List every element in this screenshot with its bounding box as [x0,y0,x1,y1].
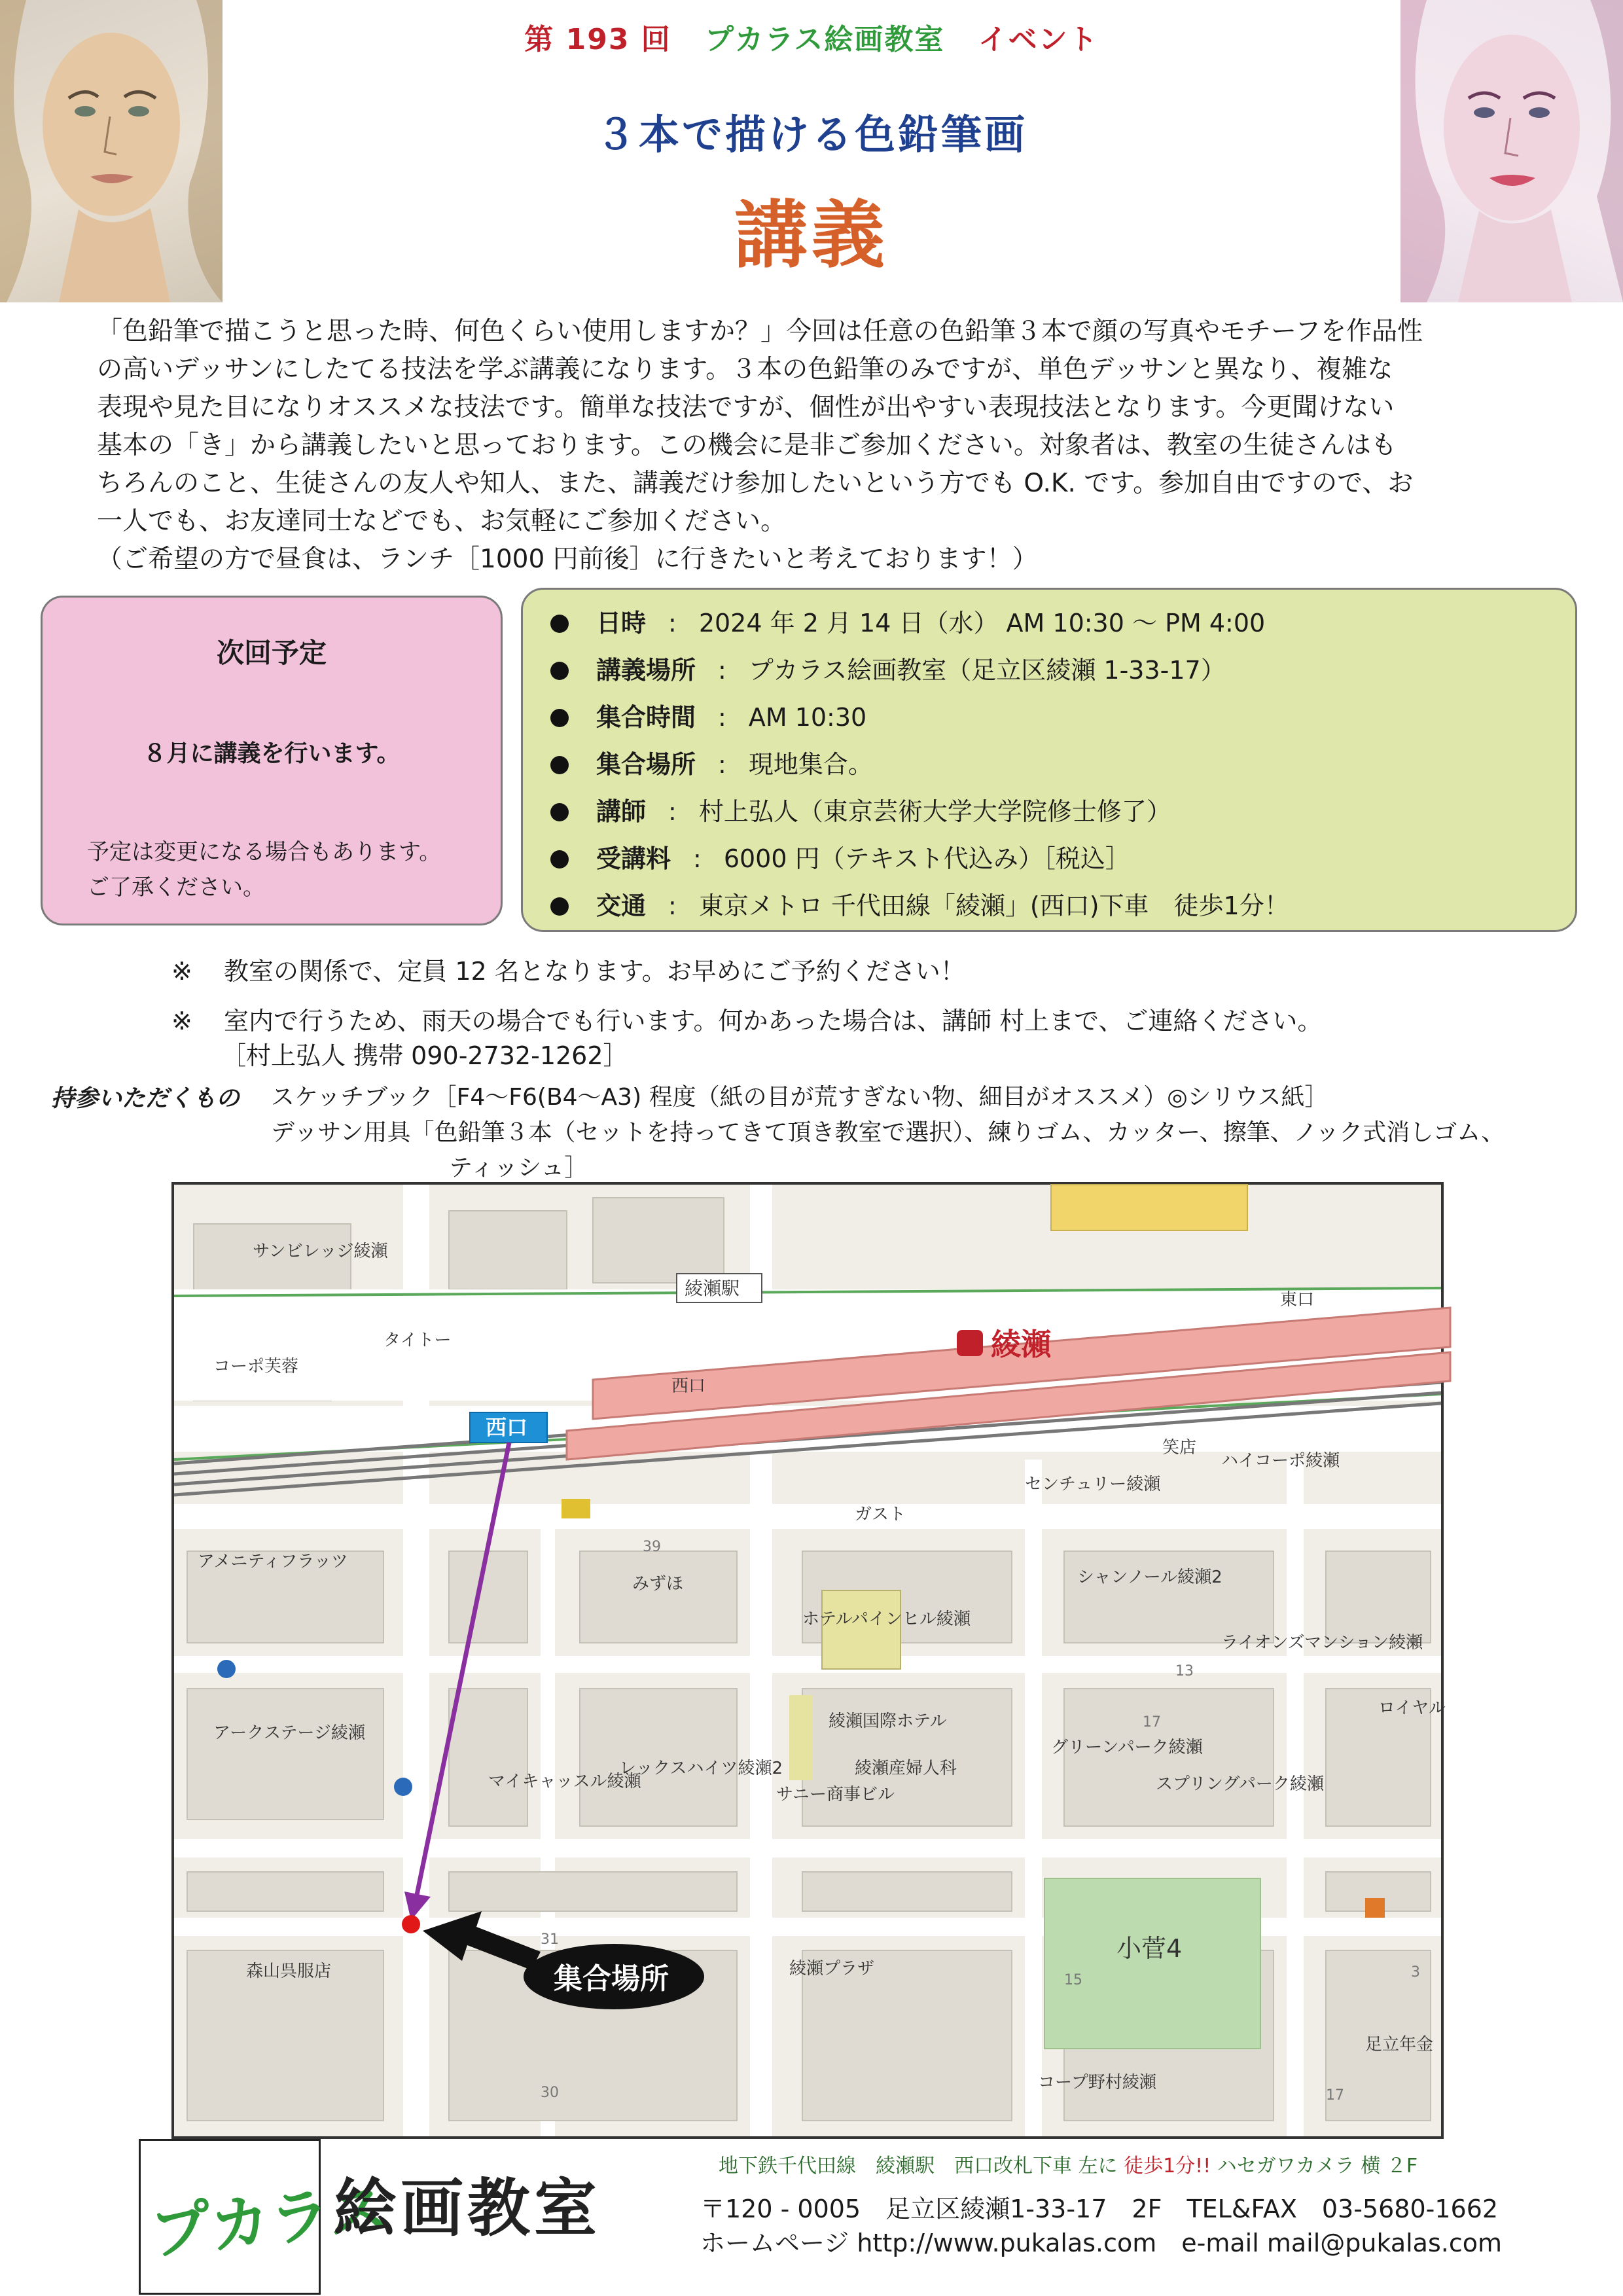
detail-label: 講義場所 [596,656,696,685]
detail-row-fee: 受講料 : 6000 円（テキスト代込み）［税込］ [550,838,1130,878]
event-title: 講義 [734,193,889,278]
detail-value: AM 10:30 [748,703,867,732]
map-block-number: 30 [541,2085,559,2101]
map-place: スプリングパーク綾瀬 [1156,1774,1324,1794]
bring-line: ティッシュ］ [449,1155,588,1181]
detail-label: 講師 [596,797,647,826]
map-place: ロイヤル [1378,1698,1446,1718]
footer-access: 地下鉄千代田線 綾瀬駅 西口改札下車 左に 徒歩1分!! ハセガワカメラ 横 ２F [719,2155,1418,2178]
footer-homepage[interactable]: ホームページ http://www.pukalas.com e-mail mail@pukalas.com [700,2229,1502,2257]
intro-line: （ご希望の方で昼食は、ランチ［1000 円前後］に行きたいと考えております！） [97,545,1038,574]
map-block-number: 17 [1143,1714,1161,1731]
map-label-platform-west: 西口 [671,1376,706,1396]
map-place: 森山呉服店 [246,1962,332,1981]
footer-title: 絵画教室 [334,2172,601,2245]
map-label-platform-east: 東口 [1280,1290,1315,1310]
detail-value: プカラス絵画教室（足立区綾瀬 1-33-17） [748,656,1226,685]
intro-line: ちろんのこと、生徒さんの友人や知人、また、講義だけ参加したいという方でも O.K. です。参加自由ですので、お [97,469,1414,498]
detail-row-transport: 交通 : 東京メトロ 千代田線「綾瀬」(西口)下車 徒歩1分！ [550,886,1289,925]
map-place: サニー商事ビル [776,1785,895,1804]
parking-icon [394,1778,412,1796]
detail-row-venue: 講義場所 : プカラス絵画教室（足立区綾瀬 1-33-17） [550,650,1226,689]
event-number: 第 193 回 [524,23,671,56]
map-place: マイキャッスル綾瀬 [488,1772,641,1791]
map-place: コーポ芙蓉 [213,1357,299,1376]
map-place: 綾瀬プラザ [789,1959,875,1979]
bring-line: デッサン用具「色鉛筆３本（セットを持ってきて頂き教室で選択）、練りゴム、カッター、擦筆、ノック式消しゴム、 [271,1119,1505,1146]
map-area-name: 小菅4 [1116,1934,1183,1963]
instructor-contact: ［村上弘人 携帯 090-2732-1262］ [221,1041,628,1070]
detail-label: 日時 [596,609,647,637]
map-place: サンビレッジ綾瀬 [253,1242,388,1261]
intro-line: 表現や見た目になりオススメな技法です。簡単な技法ですが、個性が出やすい表現技法となります。今更聞けない [97,393,1395,422]
map-block-number: 15 [1064,1972,1082,1988]
parking-icon [217,1660,236,1678]
intro-line: 「色鉛筆で描こうと思った時、何色くらい使用しますか？」今回は任意の色鉛筆３本で顔の写真やモチーフを作品性 [97,317,1423,346]
map-place: レックスハイツ綾瀬2 [619,1759,783,1778]
detail-value: 6000 円（テキスト代込み）［税込］ [723,844,1130,873]
next-schedule-note [87,834,441,905]
map-block-number: 3 [1411,1964,1420,1981]
detail-label: 交通 [596,891,647,920]
bullet-icon [550,756,569,774]
map-meeting-label: 集合場所 [554,1962,669,1996]
detail-label: 受講料 [596,844,671,873]
access-map [171,1182,1444,2139]
intro-line: 基本の「き」から講義したいと思っております。この機会に是非ご参加ください。対象者は、教室の生徒さんはも [97,431,1397,460]
detail-label: 集合場所 [596,750,696,779]
event-kind: イベント [978,23,1099,56]
map-place: 綾瀬産婦人科 [855,1759,957,1778]
bullet-icon [550,850,569,869]
map-exit-label: 西口 [486,1415,528,1440]
note-rain: ※ 室内で行うため、雨天の場合でも行います。何かあった場合は、講師 村上まで、ご連絡ください。 [171,1007,1323,1035]
school-logo [139,2139,392,2295]
map-station-label: 綾瀬駅 [685,1278,740,1299]
station-icon [957,1330,983,1356]
map-block-number: 17 [1326,2087,1344,2104]
intro-line: の高いデッサンにしたてる技法を学ぶ講義になります。３本の色鉛筆のみですが、単色デッサンと異なり、複雑な [97,355,1393,384]
footer-address: 〒120 - 0005 足立区綾瀬1-33-17 2F TEL&FAX 03-5680-1662 [700,2195,1499,2223]
bullet-icon [550,803,569,821]
map-place: シャンノール綾瀬2 [1077,1568,1222,1587]
logo-text: プカラス [147,2173,392,2269]
detail-row-instructor: 講師 : 村上弘人（東京芸術大学大学院修士修了） [550,791,1171,831]
next-schedule-message: ８月に講義を行います。 [143,740,401,767]
map-place: 足立年金 [1365,2035,1434,2054]
map-place: みずほ [632,1574,684,1594]
event-subtitle: ３本で描ける色鉛筆画 [595,111,1027,158]
bring-items [271,1080,1505,1186]
note-capacity: ※ 教室の関係で、定員 12 名となります。お早めにご予約ください！ [171,957,965,986]
bullet-icon [550,662,569,680]
meeting-point-marker [402,1915,420,1933]
map-place: コープ野村綾瀬 [1038,2073,1156,2092]
map-place: ホテルパインヒル綾瀬 [802,1609,971,1629]
bring-label: 持参いただくもの [51,1085,240,1112]
map-place: グリーンパーク綾瀬 [1051,1738,1203,1757]
map-place: ガスト [855,1505,906,1524]
next-schedule-heading: 次回予定 [216,637,327,669]
bullet-icon [550,615,569,633]
intro-line: 一人でも、お友達同士などでも、お気軽にご参加ください。 [97,507,787,536]
intro-text [97,313,1510,579]
notes-section [171,946,1322,1046]
detail-label: 集合時間 [596,703,696,732]
note-line: 予定は変更になる場合もあります。 [87,839,442,865]
map-place: アメニティフラッツ [198,1552,348,1571]
map-place: アークステージ綾瀬 [213,1723,365,1743]
shop-icon [562,1499,590,1518]
detail-row-meeting-time: 集合時間 : AM 10:30 [550,697,866,736]
map-place: ハイコーポ綾瀬 [1221,1451,1340,1471]
map-block-number: 39 [643,1539,661,1555]
map-block-number: 13 [1175,1663,1194,1679]
convenience-store-icon [1365,1898,1385,1918]
school-name: プカラス絵画教室 [705,23,945,56]
detail-value: 村上弘人（東京芸術大学大学院修士修了） [698,797,1171,826]
map-block-number: 31 [541,1931,559,1948]
detail-row-meeting-place: 集合場所 : 現地集合。 [550,744,873,783]
park-area [1044,1878,1260,2049]
map-place: センチュリー綾瀬 [1025,1475,1161,1494]
note-line: ご了承ください。 [87,874,265,901]
detail-row-datetime: 日時 : 2024 年 2 月 14 日（水） AM 10:30 ～ PM 4:00 [550,603,1265,642]
bullet-icon [550,897,569,916]
map-place: 綾瀬国際ホテル [829,1712,947,1731]
detail-value: 現地集合。 [748,750,873,779]
map-place: 笑店 [1162,1438,1197,1458]
map-place: ライオンズマンション綾瀬 [1221,1633,1423,1653]
bring-line: スケッチブック［F4～F6(B4～A3) 程度（紙の目が荒すぎない物、細目がオススメ）◎シリウス紙］ [271,1084,1329,1111]
detail-value: 東京メトロ 千代田線「綾瀬」(西口)下車 徒歩1分！ [698,891,1289,920]
event-details-box [521,588,1577,932]
map-station-name: 綾瀬 [991,1327,1051,1362]
detail-value: 2024 年 2 月 14 日（水） AM 10:30 ～ PM 4:00 [698,609,1266,637]
bullet-icon [550,709,569,727]
event-header [0,16,1623,58]
map-place: タイトー [383,1331,452,1350]
next-schedule-box [41,596,503,925]
